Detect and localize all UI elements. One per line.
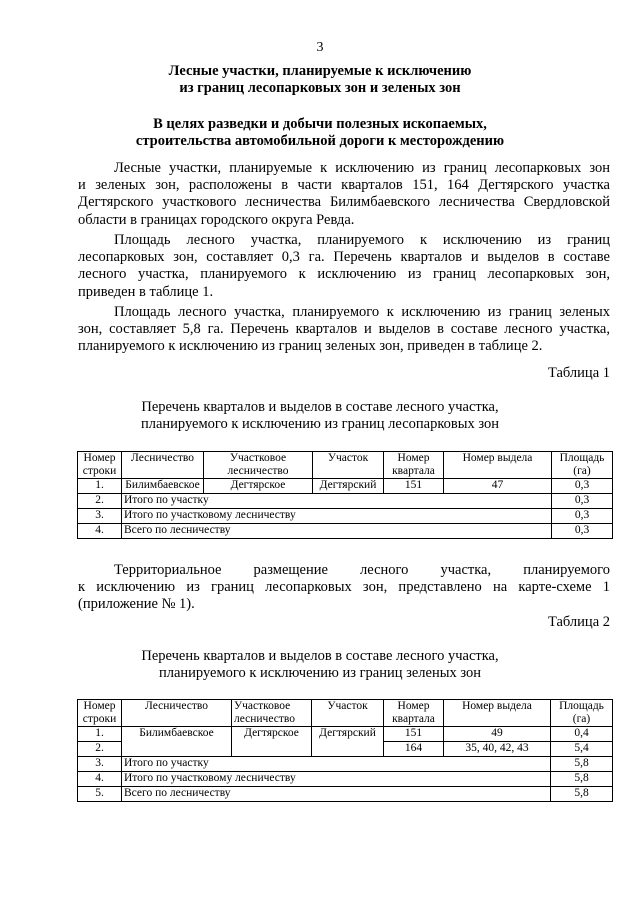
header-row-number: Номер строки	[78, 452, 122, 479]
header-plot: Участок	[313, 452, 384, 479]
cell-forestry: Билимбаевское	[122, 727, 232, 757]
text-line: (приложение № 1).	[78, 596, 195, 613]
page-number: 3	[316, 40, 324, 55]
cell-plot: Дегтярский	[313, 479, 384, 494]
header-area: Площадь (га)	[552, 452, 613, 479]
cell-row-number: 5.	[78, 787, 122, 802]
cell-total-label: Итого по участку	[122, 757, 551, 772]
text-line: и зеленых зон, расположены в части кварталов 151, 164 Дегтярского участка	[78, 177, 610, 194]
cell-row-number: 3.	[78, 509, 122, 524]
header-forestry: Лесничество	[122, 700, 232, 727]
header-district-forestry: Участковое лесничество	[232, 700, 312, 727]
cell-district-forestry: Дегтярское	[204, 479, 313, 494]
title-line: планируемого к исключению из границ зеленых зон	[158, 665, 482, 681]
header-plot: Участок	[312, 700, 384, 727]
cell-total-label: Итого по участку	[122, 494, 552, 509]
cell-row-number: 1.	[78, 479, 122, 494]
text-line: Площадь лесного участка, планируемого к исключению из границ зеленых	[114, 304, 610, 320]
text-line: зон, составляет 5,8 га. Перечень кварталов и выделов в составе лесного участка,	[78, 321, 610, 338]
paragraph-4	[78, 562, 610, 614]
cell-area: 0,4	[551, 727, 613, 742]
table-2-caption: Таблица 2	[547, 614, 610, 630]
cell-quarter: 151	[384, 727, 444, 742]
text-line: области в границах городского округа Ревда.	[78, 211, 355, 228]
cell-forestry: Билимбаевское	[122, 479, 204, 494]
header-quarter: Номер квартала	[384, 700, 444, 727]
cell-area: 5,8	[551, 757, 613, 772]
text-line: Площадь лесного участка, планируемого к исключению из границ	[114, 232, 610, 248]
subsection-heading	[0, 116, 640, 150]
cell-allotment: 35, 40, 42, 43	[444, 742, 551, 757]
table-header-row	[78, 452, 613, 479]
cell-quarter: 151	[384, 479, 444, 494]
paragraph-3	[78, 304, 610, 356]
cell-row-number: 4.	[78, 524, 122, 539]
table-row	[78, 757, 613, 772]
text-line: лесопарковых зон, составляет 0,3 га. Перечень кварталов и выделов в составе	[78, 249, 610, 266]
text-line: приведен в таблице 1.	[78, 283, 214, 300]
table-2	[77, 699, 613, 802]
heading-line: Лесные участки, планируемые к исключению	[168, 63, 472, 79]
paragraph-1	[78, 160, 610, 229]
heading-line: В целях разведки и добычи полезных ископаемых,	[153, 116, 487, 132]
cell-row-number: 2.	[78, 742, 122, 757]
table-row	[78, 509, 613, 524]
table-1	[77, 451, 613, 539]
cell-district-forestry: Дегтярское	[232, 727, 312, 757]
cell-allotment: 49	[444, 727, 551, 742]
text-line: лесного участка, планируемого к исключению из границ лесопарковых зон,	[78, 266, 610, 283]
table-header-row	[78, 700, 613, 727]
header-row-number: Номер строки	[78, 700, 122, 727]
header-allotment: Номер выдела	[444, 700, 551, 727]
cell-allotment: 47	[444, 479, 552, 494]
cell-area: 5,8	[551, 787, 613, 802]
cell-area: 0,3	[552, 479, 613, 494]
heading-line: строительства автомобильной дороги к месторождению	[135, 133, 505, 149]
title-line: Перечень кварталов и выделов в составе лесного участка,	[141, 399, 499, 415]
table-row	[78, 479, 613, 494]
cell-row-number: 1.	[78, 727, 122, 742]
cell-area: 0,3	[552, 494, 613, 509]
cell-area: 0,3	[552, 509, 613, 524]
header-quarter: Номер квартала	[384, 452, 444, 479]
cell-row-number: 4.	[78, 772, 122, 787]
text-line: Дегтярского участкового лесничества Билимбаевского лесничества Свердловской	[78, 194, 610, 211]
text-line: планируемого к исключению из границ зеленых зон, приведен в таблице 2.	[78, 338, 543, 355]
table-row	[78, 727, 613, 742]
text-line: к исключению из границ лесопарковых зон, представлено на карте-схеме 1	[78, 579, 610, 596]
text-line: Лесные участки, планируемые к исключению из границ лесопарковых зон	[114, 160, 610, 176]
cell-area: 5,8	[551, 772, 613, 787]
cell-plot: Дегтярский	[312, 727, 384, 757]
heading-line: из границ лесопарковых зон и зеленых зон	[179, 80, 461, 96]
table-row	[78, 787, 613, 802]
cell-total-label: Итого по участковому лесничеству	[122, 509, 552, 524]
table-row	[78, 494, 613, 509]
section-heading	[0, 63, 640, 97]
table-row	[78, 524, 613, 539]
cell-area: 0,3	[552, 524, 613, 539]
cell-area: 5,4	[551, 742, 613, 757]
table-2-title	[0, 648, 640, 682]
header-forestry: Лесничество	[122, 452, 204, 479]
cell-quarter: 164	[384, 742, 444, 757]
cell-row-number: 3.	[78, 757, 122, 772]
text-line: Территориальное размещение лесного участка, планируемого	[114, 562, 610, 578]
table-1-title	[0, 399, 640, 433]
table-1-caption: Таблица 1	[547, 365, 610, 381]
title-line: планируемого к исключению из границ лесопарковых зон	[140, 416, 499, 432]
cell-total-label: Всего по лесничеству	[122, 787, 551, 802]
header-district-forestry: Участковое лесничество	[204, 452, 313, 479]
cell-total-label: Всего по лесничеству	[122, 524, 552, 539]
table-row	[78, 772, 613, 787]
header-allotment: Номер выдела	[444, 452, 552, 479]
header-area: Площадь (га)	[551, 700, 613, 727]
paragraph-2	[78, 232, 610, 301]
cell-total-label: Итого по участковому лесничеству	[122, 772, 551, 787]
title-line: Перечень кварталов и выделов в составе лесного участка,	[141, 648, 499, 664]
cell-row-number: 2.	[78, 494, 122, 509]
